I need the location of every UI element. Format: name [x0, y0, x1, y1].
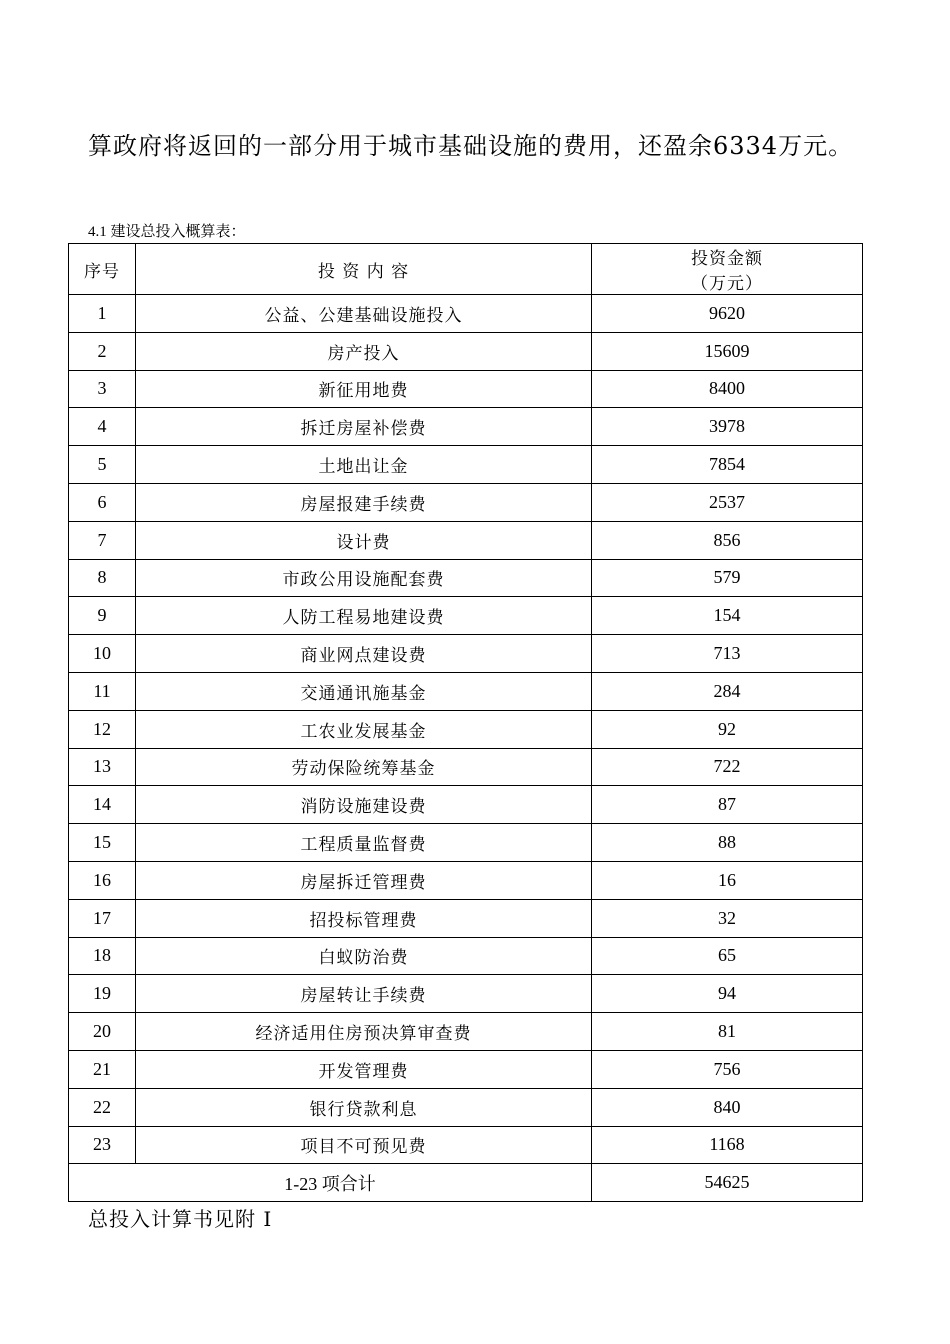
row-amount: 856 — [592, 521, 863, 559]
row-item: 房屋报建手续费 — [136, 483, 592, 521]
table-row — [69, 899, 863, 937]
row-item: 交通通讯施基金 — [136, 672, 592, 710]
row-amount: 154 — [592, 597, 863, 635]
row-item: 招投标管理费 — [136, 899, 592, 937]
row-item: 人防工程易地建设费 — [136, 597, 592, 635]
row-number: 1 — [69, 295, 136, 333]
row-amount: 7854 — [592, 446, 863, 484]
total-label: 1-23 项合计 — [69, 1164, 592, 1202]
table-body — [69, 295, 863, 1164]
row-item: 拆迁房屋补偿费 — [136, 408, 592, 446]
row-item: 消防设施建设费 — [136, 786, 592, 824]
table-row — [69, 672, 863, 710]
row-item: 白蚁防治费 — [136, 937, 592, 975]
table-row — [69, 635, 863, 673]
row-number: 15 — [69, 824, 136, 862]
row-item: 工农业发展基金 — [136, 710, 592, 748]
table-row — [69, 710, 863, 748]
row-amount: 722 — [592, 748, 863, 786]
row-number: 2 — [69, 332, 136, 370]
row-item: 公益、公建基础设施投入 — [136, 295, 592, 333]
row-item: 房产投入 — [136, 332, 592, 370]
row-amount: 579 — [592, 559, 863, 597]
investment-table — [68, 243, 863, 1202]
row-amount: 3978 — [592, 408, 863, 446]
table-row — [69, 446, 863, 484]
row-number: 20 — [69, 1013, 136, 1051]
row-number: 23 — [69, 1126, 136, 1164]
header-amount-unit: （万元） — [691, 274, 763, 294]
row-amount: 9620 — [592, 295, 863, 333]
total-row — [69, 1164, 863, 1202]
table-row — [69, 748, 863, 786]
table-caption: 4.1 建设总投入概算表： — [88, 224, 246, 240]
table-row — [69, 332, 863, 370]
row-item: 开发管理费 — [136, 1050, 592, 1088]
footer-note: 总投入计算书见附 I — [88, 1207, 273, 1231]
row-number: 5 — [69, 446, 136, 484]
row-amount: 65 — [592, 937, 863, 975]
row-item: 商业网点建设费 — [136, 635, 592, 673]
row-item: 工程质量监督费 — [136, 824, 592, 862]
row-item: 劳动保险统筹基金 — [136, 748, 592, 786]
row-number: 17 — [69, 899, 136, 937]
row-number: 9 — [69, 597, 136, 635]
row-item: 经济适用住房预决算审查费 — [136, 1013, 592, 1051]
row-number: 19 — [69, 975, 136, 1013]
row-item: 房屋拆迁管理费 — [136, 861, 592, 899]
table-row — [69, 408, 863, 446]
row-item: 房屋转让手续费 — [136, 975, 592, 1013]
row-amount: 15609 — [592, 332, 863, 370]
table-row — [69, 1050, 863, 1088]
row-item: 银行贷款利息 — [136, 1088, 592, 1126]
row-amount: 8400 — [592, 370, 863, 408]
row-amount: 1168 — [592, 1126, 863, 1164]
row-amount: 756 — [592, 1050, 863, 1088]
row-amount: 94 — [592, 975, 863, 1013]
row-number: 16 — [69, 861, 136, 899]
row-item: 项目不可预见费 — [136, 1126, 592, 1164]
row-number: 7 — [69, 521, 136, 559]
row-number: 10 — [69, 635, 136, 673]
table-row — [69, 521, 863, 559]
row-amount: 284 — [592, 672, 863, 710]
row-item: 市政公用设施配套费 — [136, 559, 592, 597]
intro-paragraph: 算政府将返回的一部分用于城市基础设施的费用，还盈余6334万元。 — [88, 132, 854, 160]
table-header-row — [69, 244, 863, 295]
row-number: 3 — [69, 370, 136, 408]
table-row — [69, 975, 863, 1013]
table-row — [69, 483, 863, 521]
table-row — [69, 861, 863, 899]
row-number: 4 — [69, 408, 136, 446]
row-number: 21 — [69, 1050, 136, 1088]
row-amount: 87 — [592, 786, 863, 824]
table-row — [69, 786, 863, 824]
row-number: 22 — [69, 1088, 136, 1126]
row-number: 18 — [69, 937, 136, 975]
table-row — [69, 937, 863, 975]
row-amount: 32 — [592, 899, 863, 937]
row-amount: 88 — [592, 824, 863, 862]
row-number: 8 — [69, 559, 136, 597]
header-amount-label: 投资金额 — [691, 249, 763, 269]
header-no: 序号 — [69, 244, 136, 295]
row-number: 14 — [69, 786, 136, 824]
table-row — [69, 295, 863, 333]
total-amount: 54625 — [592, 1164, 863, 1202]
row-amount: 713 — [592, 635, 863, 673]
row-item: 土地出让金 — [136, 446, 592, 484]
row-amount: 2537 — [592, 483, 863, 521]
table-row — [69, 824, 863, 862]
row-number: 11 — [69, 672, 136, 710]
row-amount: 840 — [592, 1088, 863, 1126]
table-row — [69, 1088, 863, 1126]
table-row — [69, 597, 863, 635]
row-number: 13 — [69, 748, 136, 786]
row-item: 设计费 — [136, 521, 592, 559]
header-content: 投 资 内 容 — [136, 244, 592, 295]
row-item: 新征用地费 — [136, 370, 592, 408]
row-number: 6 — [69, 483, 136, 521]
row-amount: 92 — [592, 710, 863, 748]
table-row — [69, 1013, 863, 1051]
table-row — [69, 1126, 863, 1164]
table-row — [69, 370, 863, 408]
row-amount: 81 — [592, 1013, 863, 1051]
header-amount — [592, 244, 863, 295]
table-row — [69, 559, 863, 597]
row-amount: 16 — [592, 861, 863, 899]
row-number: 12 — [69, 710, 136, 748]
